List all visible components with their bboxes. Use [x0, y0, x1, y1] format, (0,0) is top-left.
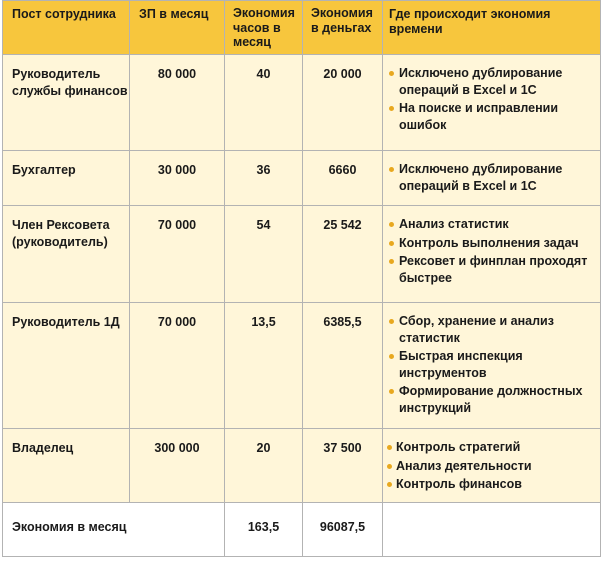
bullet-dot-icon — [389, 222, 394, 227]
table-row — [3, 206, 601, 303]
bullet-dot-icon — [387, 464, 392, 469]
savings-list — [383, 151, 600, 194]
bullet-dot-icon — [389, 389, 394, 394]
cell-where — [383, 303, 601, 429]
cell-hours: 36 — [225, 151, 303, 206]
bullet-dot-icon — [389, 354, 394, 359]
cell-post: Член Рексовета (руководитель) — [3, 206, 130, 303]
list-item: Сбор, хранение и анализ статистик — [399, 313, 594, 346]
list-item: Анализ статистик — [399, 216, 594, 233]
table-row — [3, 151, 601, 206]
cell-where — [383, 206, 601, 303]
cell-salary: 30 000 — [130, 151, 225, 206]
list-item: На поиске и исправлении ошибок — [399, 100, 594, 133]
cell-post: Бухгалтер — [3, 151, 130, 206]
cell-total-money: 96087,5 — [303, 503, 383, 557]
cell-total-empty — [383, 503, 601, 557]
savings-list — [383, 429, 600, 493]
list-item: Контроль выполнения задач — [399, 235, 594, 252]
header-where: Где происходит экономия времени — [383, 1, 601, 55]
savings-list — [383, 303, 600, 416]
bullet-dot-icon — [389, 71, 394, 76]
bullet-dot-icon — [387, 482, 392, 487]
cell-post: Руководитель 1Д — [3, 303, 130, 429]
cell-salary: 70 000 — [130, 206, 225, 303]
list-item: Быстрая инспекция инструментов — [399, 348, 594, 381]
cell-where — [383, 151, 601, 206]
list-item: Контроль финансов — [396, 476, 594, 493]
cell-post: Руководитель службы финансов — [3, 55, 130, 151]
cell-hours: 54 — [225, 206, 303, 303]
list-item: Исключено дублирование операций в Excel и 1С — [399, 65, 594, 98]
list-item: Формирование должностных инструкций — [399, 383, 594, 416]
savings-table — [2, 0, 601, 557]
cell-where — [383, 429, 601, 503]
bullet-dot-icon — [387, 445, 392, 450]
cell-hours: 20 — [225, 429, 303, 503]
cell-post: Владелец — [3, 429, 130, 503]
table-row — [3, 55, 601, 151]
cell-salary: 70 000 — [130, 303, 225, 429]
list-item: Рексовет и финплан проходят быстрее — [399, 253, 594, 286]
bullet-dot-icon — [389, 106, 394, 111]
cell-money: 6660 — [303, 151, 383, 206]
header-hours: Экономия часов в месяц — [225, 1, 303, 55]
cell-money: 25 542 — [303, 206, 383, 303]
bullet-dot-icon — [389, 241, 394, 246]
header-post: Пост сотрудника — [3, 1, 130, 55]
list-item: Контроль стратегий — [396, 439, 594, 456]
header-salary: ЗП в месяц — [130, 1, 225, 55]
bullet-dot-icon — [389, 259, 394, 264]
header-money: Экономия в деньгах — [303, 1, 383, 55]
cell-hours: 40 — [225, 55, 303, 151]
table-row — [3, 429, 601, 503]
total-row — [3, 503, 601, 557]
list-item: Анализ деятельности — [396, 458, 594, 475]
cell-money: 37 500 — [303, 429, 383, 503]
cell-money: 20 000 — [303, 55, 383, 151]
bullet-dot-icon — [389, 319, 394, 324]
savings-list — [383, 206, 600, 286]
cell-total-label: Экономия в месяц — [3, 503, 225, 557]
cell-total-hours: 163,5 — [225, 503, 303, 557]
cell-salary: 300 000 — [130, 429, 225, 503]
table-header-row — [3, 1, 601, 55]
cell-money: 6385,5 — [303, 303, 383, 429]
list-item: Исключено дублирование операций в Excel и 1С — [399, 161, 594, 194]
bullet-dot-icon — [389, 167, 394, 172]
savings-list — [383, 55, 600, 133]
table-row — [3, 303, 601, 429]
cell-where — [383, 55, 601, 151]
cell-hours: 13,5 — [225, 303, 303, 429]
cell-salary: 80 000 — [130, 55, 225, 151]
